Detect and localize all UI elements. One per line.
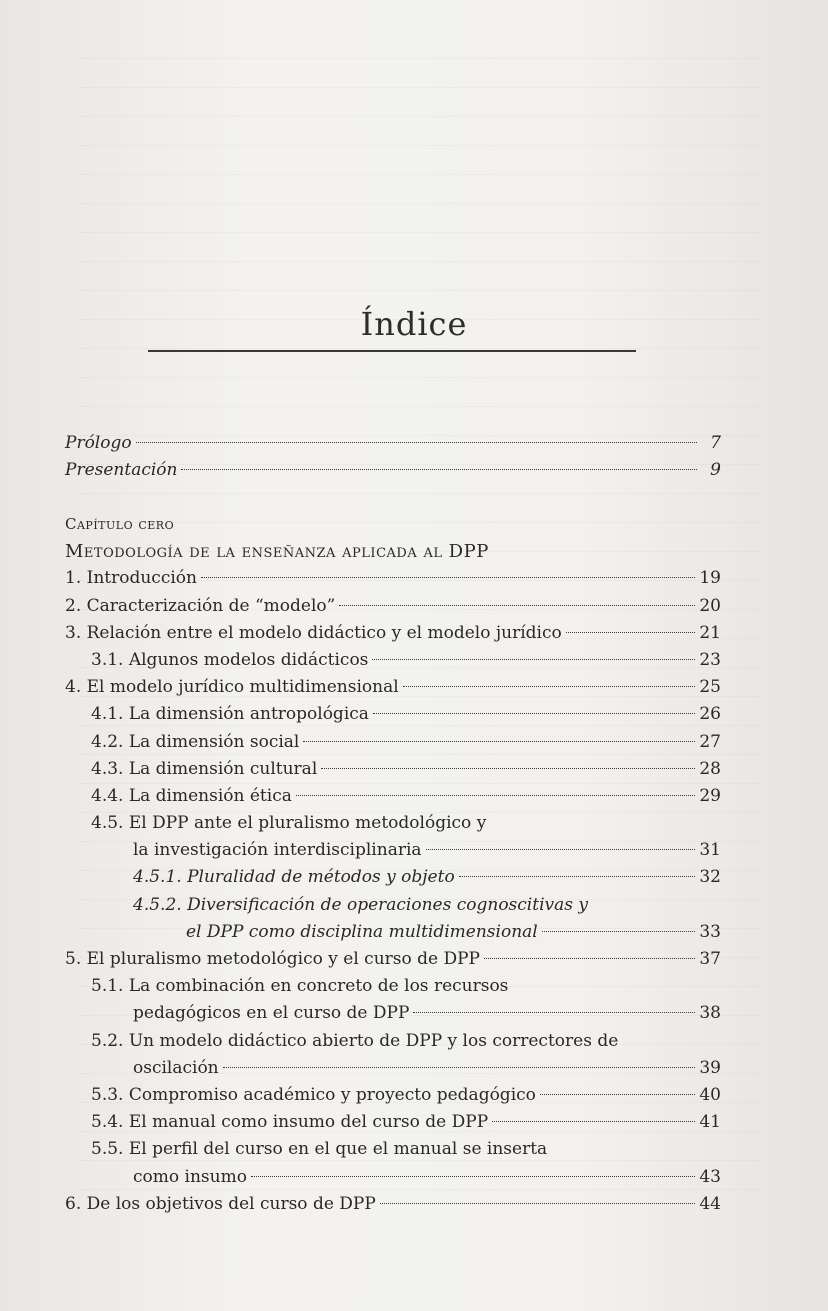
table-of-contents [65, 430, 721, 1218]
toc-entry [65, 810, 721, 837]
toc-page: 41 [699, 1112, 721, 1133]
toc-label: 5.3. Compromiso académico y proyecto pedagógico [91, 1084, 536, 1105]
toc-entry [65, 783, 721, 810]
toc-page: 20 [699, 595, 721, 616]
leader-dots [373, 713, 695, 714]
toc-entry [65, 729, 721, 756]
toc-label: 5.5. El perfil del curso en el que el manual se inserta [91, 1139, 548, 1160]
toc-entry [65, 864, 721, 891]
leader-dots [339, 605, 695, 606]
toc-entry [65, 647, 721, 674]
toc-entry [65, 593, 721, 620]
title-rule [148, 350, 636, 352]
toc-entry [65, 701, 721, 728]
toc-page: 39 [699, 1057, 721, 1078]
toc-entry [65, 1136, 721, 1163]
leader-dots [136, 442, 697, 443]
toc-entry [65, 565, 721, 592]
toc-entry [65, 946, 721, 973]
toc-page: 38 [699, 1003, 721, 1024]
toc-label: 5.2. Un modelo didáctico abierto de DPP y los correctores de [91, 1030, 619, 1051]
toc-page: 26 [699, 704, 721, 725]
toc-entry-presentacion [65, 457, 721, 484]
toc-label: 4.4. La dimensión ética [91, 785, 292, 806]
toc-page: 25 [699, 677, 721, 698]
page-title: Índice [360, 305, 468, 343]
toc-page: 23 [699, 649, 721, 670]
leader-dots [223, 1067, 696, 1068]
leader-dots [321, 768, 695, 769]
toc-entry [65, 1055, 721, 1082]
chapter-subheading-text: Metodología de la enseñanza aplicada al DPP [65, 541, 489, 563]
toc-entry [65, 919, 721, 946]
toc-entry [65, 674, 721, 701]
leader-dots [484, 958, 695, 959]
leader-dots [296, 795, 696, 796]
toc-entry [65, 1109, 721, 1136]
toc-entry [65, 1191, 721, 1218]
toc-page: 44 [699, 1193, 721, 1214]
toc-entry [65, 1164, 721, 1191]
chapter-heading: Capítulo cero [65, 515, 175, 534]
toc-label: Prólogo [65, 433, 132, 453]
leader-dots [566, 632, 696, 633]
toc-page: 19 [699, 568, 721, 589]
toc-entry [65, 837, 721, 864]
toc-page: 43 [699, 1166, 721, 1187]
toc-page: 32 [699, 867, 721, 888]
toc-label: 4.2. La dimensión social [91, 731, 300, 752]
toc-page: 31 [699, 840, 721, 861]
toc-label: Presentación [65, 460, 178, 481]
toc-page: 28 [699, 758, 721, 779]
toc-entry [65, 1028, 721, 1055]
toc-label: 6. De los objetivos del curso de DPP [65, 1193, 376, 1214]
spacer [65, 484, 721, 511]
toc-label: la investigación interdisciplinaria [133, 840, 422, 861]
leader-dots [413, 1012, 695, 1013]
toc-label: 4.1. La dimensión antropológica [91, 704, 369, 725]
toc-entry [65, 1082, 721, 1109]
toc-page: 9 [710, 460, 721, 481]
toc-label: el DPP como disciplina multidimensional [186, 921, 538, 942]
toc-label: 1. Introducción [65, 568, 197, 589]
toc-label: pedagógicos en el curso de DPP [133, 1003, 410, 1024]
toc-label: 3. Relación entre el modelo didáctico y el modelo jurídico [65, 622, 562, 643]
leader-dots [492, 1121, 695, 1122]
toc-label: 4.5.1. Pluralidad de métodos y objeto [133, 867, 455, 888]
leader-dots [181, 469, 697, 470]
toc-page: 37 [699, 949, 721, 969]
leader-dots [540, 1094, 695, 1095]
toc-label: oscilación [133, 1057, 219, 1078]
leader-dots [426, 849, 696, 850]
toc-page: 27 [699, 731, 721, 752]
leader-dots [201, 577, 695, 578]
toc-label: 4.3. La dimensión cultural [91, 758, 318, 779]
leader-dots [380, 1203, 696, 1204]
toc-label: 4. El modelo jurídico multidimensional [65, 677, 399, 698]
leader-dots [251, 1176, 695, 1177]
toc-label: 3.1. Algunos modelos didácticos [91, 649, 369, 670]
toc-page: 29 [699, 785, 721, 806]
leader-dots [403, 686, 696, 687]
toc-label: 2. Caracterización de “modelo” [65, 595, 336, 616]
leader-dots [542, 931, 696, 932]
leader-dots [372, 659, 695, 660]
toc-page: 21 [699, 622, 721, 643]
leader-dots [459, 876, 696, 877]
toc-entry [65, 892, 721, 919]
chapter-subheading [65, 538, 721, 565]
toc-label: 5.1. La combinación en concreto de los recursos [91, 976, 509, 997]
toc-entry [65, 1000, 721, 1027]
toc-page: 40 [699, 1084, 721, 1105]
toc-page: 7 [710, 433, 721, 453]
toc-label: 5. El pluralismo metodológico y el curso de DPP [65, 949, 480, 969]
toc-entry [65, 973, 721, 1000]
toc-entry [65, 620, 721, 647]
toc-entry [65, 756, 721, 783]
leader-dots [303, 741, 695, 742]
toc-label: 4.5.2. Diversificación de operaciones cognoscitivas y [133, 894, 588, 915]
toc-label: 5.4. El manual como insumo del curso de DPP [91, 1112, 489, 1133]
toc-page: 33 [699, 921, 721, 942]
toc-label: como insumo [133, 1166, 247, 1187]
toc-entry-prologo [65, 430, 721, 457]
toc-label: 4.5. El DPP ante el pluralismo metodológico y [91, 813, 487, 834]
